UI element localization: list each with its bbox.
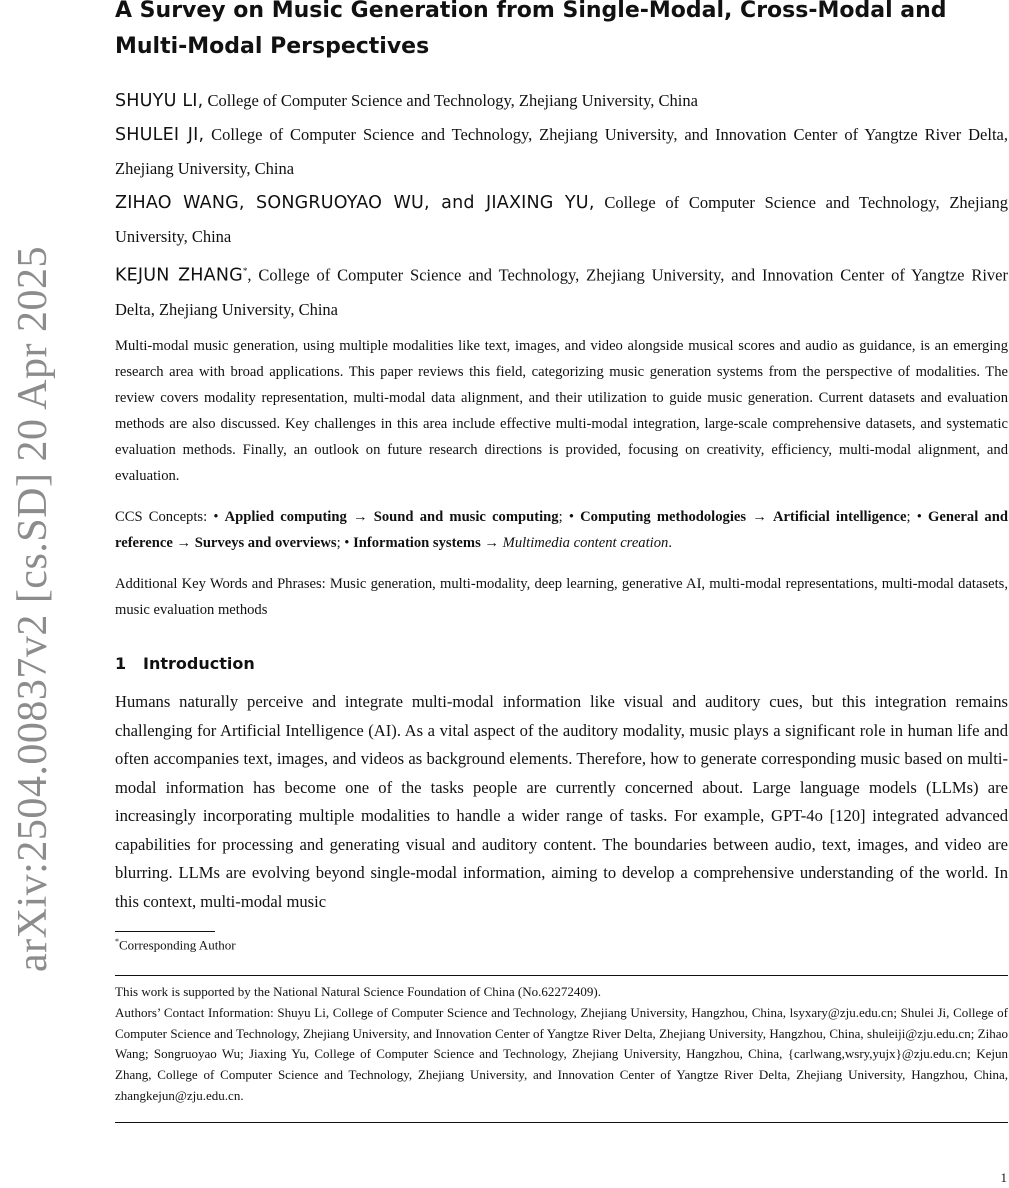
ccs-term: Computing methodologies xyxy=(580,509,747,525)
divider xyxy=(115,1122,1008,1123)
arxiv-id-text: arXiv:2504.00837v2 [cs.SD] 20 Apr 2025 xyxy=(10,246,57,972)
author-affiliation: College of Computer Science and Technology, Zhejiang University, China xyxy=(115,193,1008,246)
ccs-concepts: CCS Concepts: • Applied computing → Sound and music computing; • Computing methodologies → Artificial intelligence; • General and reference → Surveys and overviews; • Information systems → Multimedia content creation. xyxy=(115,509,1008,551)
funding-text: This work is supported by the National Natural Science Foundation of China (No.62272409). xyxy=(115,984,601,999)
section-heading xyxy=(115,654,255,673)
author-names: SHULEI JI, xyxy=(115,125,205,145)
author-entry xyxy=(115,84,1008,118)
author-entry xyxy=(115,118,1008,186)
corresponding-mark: * xyxy=(242,266,248,276)
ccs-term: Applied computing xyxy=(224,509,347,525)
bullet: • xyxy=(213,509,219,525)
ccs-term: Artificial intelligence xyxy=(773,509,907,525)
abstract: Multi-modal music generation, using multiple modalities like text, images, and video alongside musical scores and audio as guidance, is an emerging research area with broad applications. This paper reviews this field, categorizing music generation systems from the perspective of modalities. The review covers modality representation, multi-modal data alignment, and their utilization to guide music generation. Current datasets and evaluation methods are also discussed. Key challenges in this area include effective multi-modal integration, large-scale comprehensive datasets, and systematic evaluation methods. Finally, an outlook on future research directions is provided, focusing on creativity, efficiency, multi-modal alignment, and evaluation. xyxy=(115,338,1008,484)
contact-info: Authors’ Contact Information: Shuyu Li, College of Computer Science and Technology, Zhejiang University, Hangzhou, China, lsyxary@zju.edu.cn; Shulei Ji, College of Computer Science and Technology, Zhejiang University, and Innovation Center of Yangtze River Delta, Zhejiang University, Hangzhou, China, shuleiji@zju.edu.cn; Zihao Wang; Songruoyao Wu; Jiaxing Yu, College of Computer Science and Technology, Zhejiang University, Hangzhou, China, {carlwang,wsry,yujx}@zju.edu.cn; Kejun Zhang, College of Computer Science and Technology, Zhejiang University, and Innovation Center of Yangtze River Delta, Zhejiang University, Hangzhou, China, zhangkejun@zju.edu.cn. xyxy=(115,1004,1008,1103)
arrow-icon: → xyxy=(484,535,500,551)
ccs-term: General and reference xyxy=(115,509,1008,551)
author-names: ZIHAO WANG, SONGRUOYAO WU, and JIAXING YU, xyxy=(115,193,595,213)
footnote xyxy=(115,937,236,953)
author-names: KEJUN ZHANG xyxy=(115,265,243,286)
ccs-term: Multimedia content creation xyxy=(502,535,669,551)
bullet: • xyxy=(916,509,922,525)
footnote-mark: * xyxy=(115,937,119,946)
footnote-divider xyxy=(115,931,215,932)
ccs-term: Sound and music computing xyxy=(373,509,559,525)
bullet: • xyxy=(568,509,574,525)
author-affiliation: College of Computer Science and Technology, Zhejiang University, and Innovation Center of Yangtze River Delta, Zhejiang University, China xyxy=(115,125,1008,178)
funding-block xyxy=(115,982,1008,1107)
author-affiliation: College of Computer Science and Technology, Zhejiang University, China xyxy=(203,91,698,110)
ccs-label: CCS Concepts: xyxy=(115,509,214,525)
arrow-icon: → xyxy=(176,535,192,551)
footnote-text: Corresponding Author xyxy=(119,937,236,953)
keywords: Additional Key Words and Phrases: Music generation, multi-modality, deep learning, generative AI, multi-modal representations, multi-modal datasets, music evaluation methods xyxy=(115,576,1008,618)
intro-paragraph: Humans naturally perceive and integrate multi-modal information like visual and auditory cues, but this integration remains challenging for Artificial Intelligence (AI). As a vital aspect of the auditory modality, music plays a significant role in human life and often accompanies text, images, and videos as background elements. Therefore, how to generate corresponding music based on multi-modal information has become one of the tasks people are currently concerned about. Large language models (LLMs) are increasingly incorporating multiple modalities to handle a wider range of tasks. For example, GPT-4o [120] integrated advanced capabilities for processing and generating visual and auditory content. The boundaries between audio, text, images, and video are blurring. LLMs are evolving beyond single-modal information, aiming to develop a comprehensive understanding of the world. In this context, multi-modal music xyxy=(115,692,1008,911)
page-number: 1 xyxy=(1000,1170,1007,1185)
paper-title: A Survey on Music Generation from Single-Modal, Cross-Modal and Multi-Modal Perspectives xyxy=(115,0,947,59)
arxiv-identifier xyxy=(8,248,58,970)
author-entry xyxy=(115,254,1008,327)
arrow-icon: → xyxy=(752,509,767,525)
ccs-term: Information systems xyxy=(353,535,481,551)
arrow-icon: → xyxy=(352,509,368,525)
author-block xyxy=(115,84,1008,327)
author-entry xyxy=(115,186,1008,254)
section-number: 1 xyxy=(115,654,127,673)
ccs-term: Surveys and overviews xyxy=(194,535,337,551)
author-affiliation: , College of Computer Science and Technology, Zhejiang University, and Innovation Center of Yangtze River Delta, Zhejiang University, China xyxy=(115,265,1008,319)
section-title: Introduction xyxy=(143,654,255,673)
author-names: SHUYU LI, xyxy=(115,91,204,111)
bullet: • xyxy=(344,535,350,551)
divider xyxy=(115,975,1008,976)
